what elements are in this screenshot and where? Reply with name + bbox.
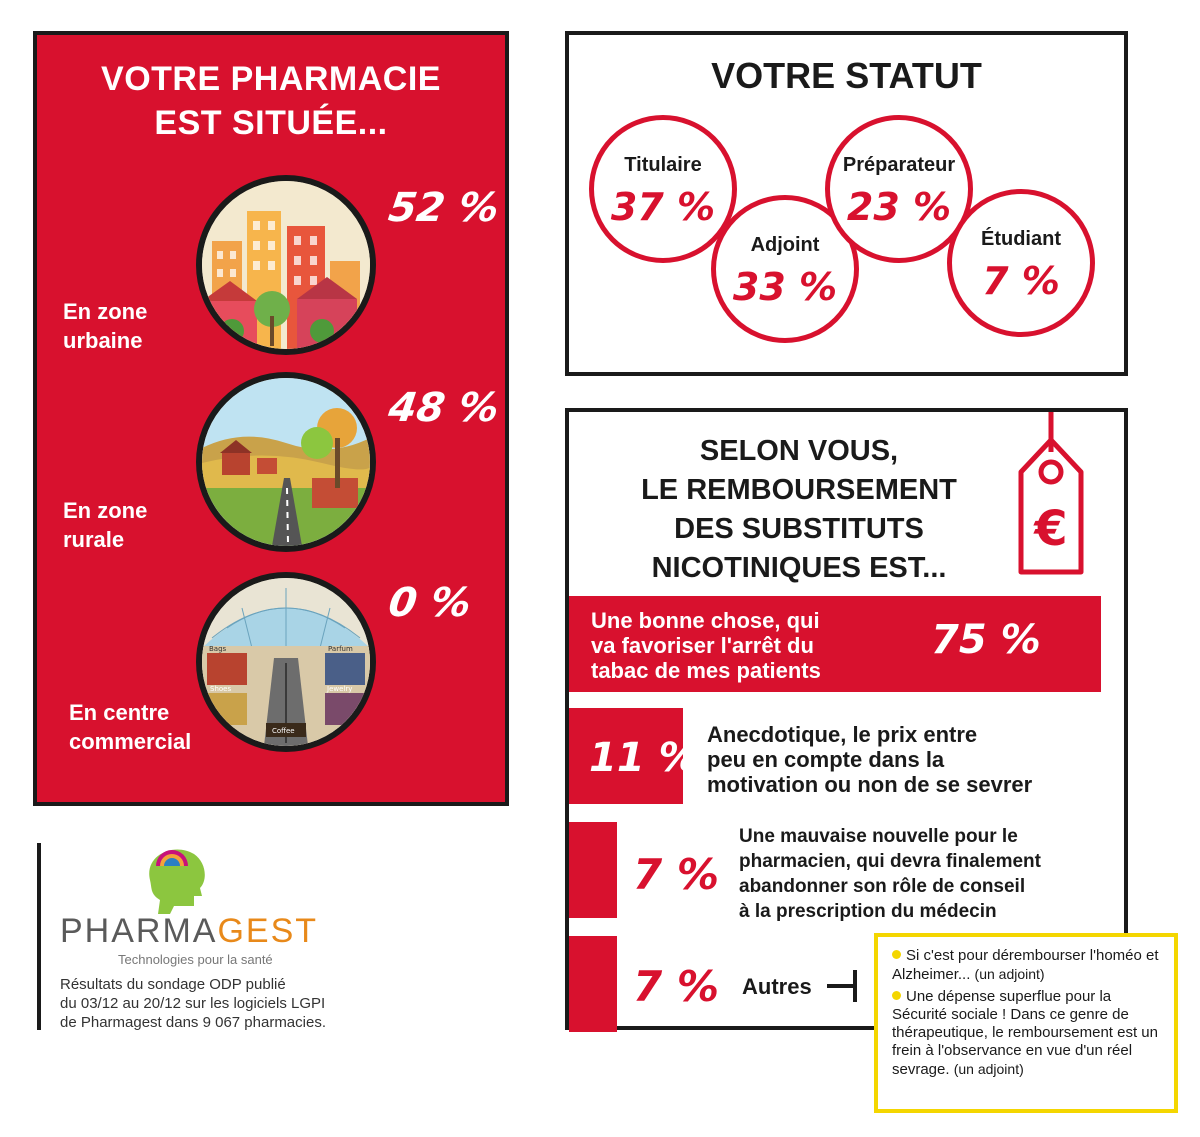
urban-label: En zone urbaine [63,299,148,353]
status-label: Titulaire [624,154,702,176]
rural-percent: 48 % [385,385,502,431]
survey-note: Résultats du sondage ODP publié du 03/12 au 20/12 sur les logiciels LGPI de Pharmagest dans 9 067 pharmacies. [60,976,326,1031]
urban-illustration [196,175,376,355]
bullet-icon [892,991,901,1000]
euro-symbol: € [1034,501,1068,557]
mall-sign-coffee: Coffee [272,727,295,735]
quote-item: Si c'est pour dérembourser l'homéo et Alzheimer... (un adjoint) [892,947,1159,983]
pharmagest-logo-icon [136,840,212,916]
location-title: VOTRE PHARMACIE EST SITUÉE... [101,60,441,142]
mall-sign-jewelry: Jewelry [327,685,353,693]
countryside-icon [202,378,370,546]
answer-bar-7-other [569,936,617,1032]
reimbursement-title: SELON VOUS, LE REMBOURSEMENT DES SUBSTITUTS NICOTINIQUES EST... [641,435,957,584]
answer-percent: 75 % [931,617,1041,663]
footer-divider [37,843,41,1030]
mall-sign-parfum: Parfum [328,645,353,653]
status-percent: 23 % [846,185,952,229]
city-icon [202,181,370,349]
status-label: Adjoint [750,234,820,256]
mall-label: En centre commercial [69,700,192,754]
price-tag-icon [1001,412,1101,582]
answer-text: Anecdotique, le prix entre peu en compte dans la motivation ou non de se sevrer [707,722,1033,797]
mall-sign-shoes: Shoes [210,685,232,693]
status-label: Étudiant [981,228,1061,250]
mall-percent: 0 % [385,580,475,626]
bullet-icon [892,950,901,959]
answer-bar-7 [569,822,617,918]
mall-sign-bags: Bags [209,645,227,653]
quotes-box [874,933,1178,1113]
brand-tagline: Technologies pour la santé [118,952,273,967]
shopping-mall-icon [202,578,370,746]
answer-text: Une bonne chose, qui va favoriser l'arrêt du tabac de mes patients [591,608,821,683]
urban-percent: 52 % [385,185,502,231]
status-titulaire [589,115,737,263]
status-percent: 33 % [732,265,838,309]
answer-percent: 11 % [589,735,699,781]
status-title: VOTRE STATUT [711,55,982,96]
status-percent: 7 % [982,259,1060,303]
answer-percent: 7 % [633,962,719,1011]
pharmagest-brand: PHARMAGEST [60,912,319,950]
quote-item: Une dépense superflue pour la Sécurité sociale ! Dans ce genre de thérapeutique, le remboursement est un frein à l'observance en vue d'un réel sevrage. (un adjoint) [892,988,1158,1078]
answer-percent: 7 % [633,850,719,899]
bracket-connector-icon [823,968,865,1004]
rural-illustration [196,372,376,552]
status-percent: 37 % [610,185,716,229]
mall-illustration [196,572,376,752]
status-etudiant [947,189,1095,337]
status-label: Préparateur [842,154,956,176]
answer-text: Une mauvaise nouvelle pour le pharmacien, qui devra finalement abandonner son rôle de conseil à la prescription du médecin [739,826,1041,922]
location-panel [33,31,509,806]
rural-label: En zone rurale [63,498,148,552]
answer-text: Autres [742,974,812,999]
status-panel [565,31,1128,376]
